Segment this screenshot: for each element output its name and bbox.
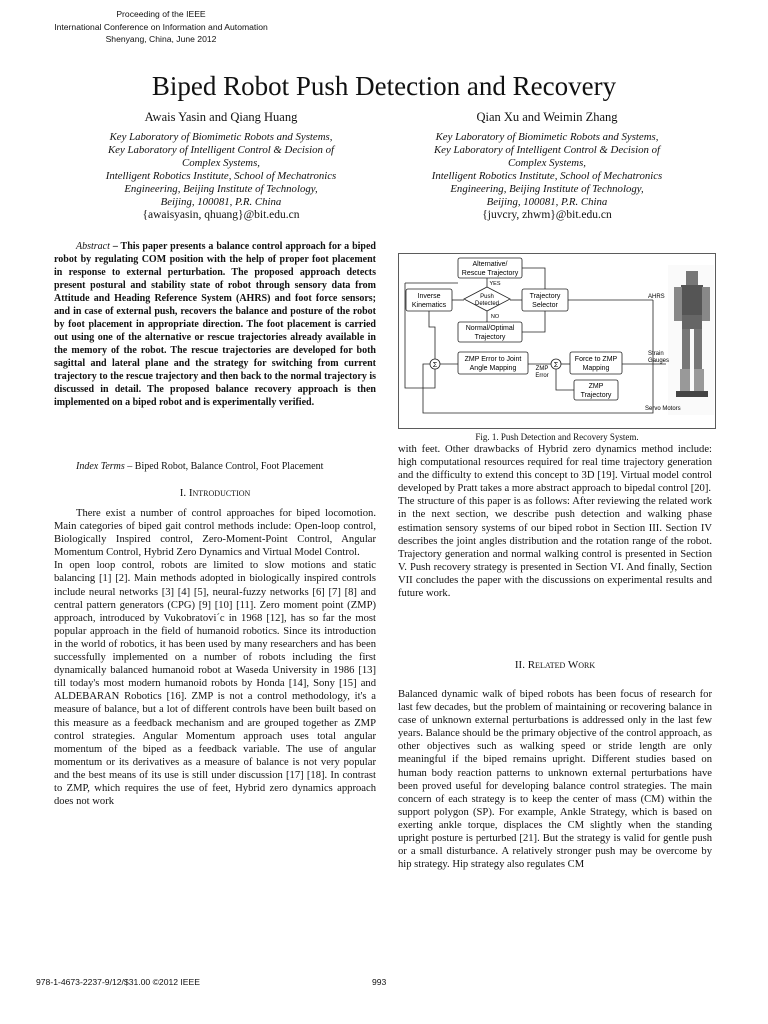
affil-line: Key Laboratory of Biomimetic Robots and Systems, (109, 131, 333, 143)
affiliation-left (60, 131, 382, 222)
authors-left: Awais Yasin and Qiang Huang (144, 110, 298, 124)
index-terms (54, 460, 376, 473)
affil-line: Beijing, 100081, P.R. China (486, 196, 608, 208)
section-2-body (398, 688, 712, 871)
strain-label-1: Strain (648, 351, 664, 357)
zj-label-1: ZMP Error to Joint (464, 356, 522, 363)
alt-label-2: Rescue Trajectory (461, 270, 519, 277)
paragraph: In open loop control, robots are limited to slow motions and static balancing [1] [2]. Main methods adopted in biologically inspired controls include neural networks [3] [4] [5], neural-fuzzy networks [6] [7] [8] and central pattern generators (CPG) [9] [10] [11]. Zero moment point (ZMP) approach, introduced by Vukobratovi´c in 1968 [12], has so far the most popular approach in the field of humanoid robotics. Since its introduction in the world of robotics, it has been used by many researchers and has been successfully implemented on a number of robots including the first dynamically balanced humanoid robot at Waseda University in 1986 [13] till today's most modern humanoid robots by Honda [14], Sony [15] and ALDEBARAN Robotics [16]. ZMP is not a control methodology, it's a measure of balance, but a lot of different controls have been built based on this measure as a feedback mechanism and are grouped together as ZMP control strategies. Angular Momentum approach uses total angular momentum of the biped as a feedback variable. The use of angular momentum or its derivatives as a measure of balance is not very popular and the best means of its use is still under discussion [17] [18]. In contrast to ZMP, which requires the use of feet, Hybrid zero dynamics approach does not work (54, 560, 376, 808)
abstract-label: Abstract (76, 241, 110, 252)
ze-label-1: ZMP (535, 366, 549, 372)
affil-line: Engineering, Beijing Institute of Technology, (124, 183, 318, 195)
authors-right: Qian Xu and Weimin Zhang (476, 110, 618, 124)
robot-photo (668, 265, 714, 415)
abstract-text: – This paper presents a balance control approach for a biped robot by regulating COM position with the help of proper foot placement in response to external perturbation. The proposed approach detects present postural and stability state of robot through sensory data from Attitude and Heading Reference System (AHRS) and foot force sensors; and in case of external push, recovers the balance and posture of the robot by foot placement in appropriate direction. The foot placement is carried out using one of the alternative or rescue trajectories already available in the memory of the robot. The rescue trajectories are developed for both sagittal and lateral plane and the strategy for switching from current trajectory to the rescue trajectory and then back to the normal trajectory is discussed in detail. The proposed balance recovery approach is then implemented on a biped robot and is experimentally verified. (54, 241, 376, 408)
index-terms-text: – Biped Robot, Balance Control, Foot Placement (124, 461, 324, 472)
ahrs-label: AHRS (648, 294, 665, 300)
paragraph: There exist a number of control approaches for biped locomotion. Main categories of biped gait control methods include: Open-loop control, Biologically Inspired control, Zero-Moment-Point Control, Angular Momentum Control, Hybrid Zero Dynamics and Virtual Model Control. (54, 508, 376, 559)
paper-title: Biped Robot Push Detection and Recovery (151, 71, 617, 101)
proceedings-header (36, 8, 286, 46)
proceedings-line-3: Shenyang, China, June 2012 (105, 34, 217, 44)
email-left: {awaisyasin, qhuang}@bit.edu.cn (142, 209, 300, 221)
section-2-heading: II. Related Work (514, 659, 596, 671)
fz-label-2: Mapping (582, 365, 610, 372)
paragraph: with feet. Other drawbacks of Hybrid zero dynamics method include: high computational resources required for real time trajectory generation and the difficulty to extend this concept to 3D [19]. Virtual model control developed by Pratt takes a more abstract approach to bipedal control [20]. (398, 444, 712, 495)
servo-label: Servo Motors (645, 406, 681, 412)
affil-line: Key Laboratory of Intelligent Control & Decision of (107, 144, 335, 156)
ts-label-2: Selector (532, 302, 558, 309)
page-number: 993 (372, 977, 387, 987)
push-label: Push (480, 294, 494, 300)
right-column-intro (398, 443, 712, 600)
email-right: {juvcry, zhwm}@bit.edu.cn (482, 209, 612, 221)
ik-label-1: Inverse (417, 293, 441, 300)
paragraph: Balanced dynamic walk of biped robots has been focus of research for last few decades, but the problem of maintaining or recovering balance in case of unknown external perturbations is addressed only in the last few years. Balance should be the primary objective of the control approach, as other objectives such as walking speed or stride length are only meaningful if the biped remains upright. Different studies based on human body reaction patterns to unknown external perturbations have been proved useful for developing balance control strategies. The main concern of each strategy is to keep the center of mass (CM) within the support polygon (SP). For example, Ankle Strategy, which is based on exerting ankle torque, displaces the CM slightly when the standing upright posture is perturbed [21]. But the strategy is valid for gentle push or a small disturbance. A relatively stronger push may be overcome by hip strategy. Hip strategy also regulates CM (398, 689, 712, 871)
figure-1-caption: Fig. 1. Push Detection and Recovery System. (475, 432, 639, 442)
affil-line: Complex Systems, (182, 157, 260, 169)
proceedings-line-2: International Conference on Information and Automation (54, 21, 268, 32)
section-1-body (54, 507, 376, 808)
figure-frame (399, 254, 716, 429)
ts-label-1: Trajectory (529, 293, 561, 300)
ze-label-2: Error (535, 373, 549, 379)
sum-label: Σ (553, 362, 559, 369)
figure-1-diagram (398, 253, 716, 429)
index-terms-label: Index Terms (76, 461, 125, 472)
abstract (54, 240, 376, 409)
strain-label-2: Gauges (648, 358, 670, 364)
proceedings-line-1: Proceeding of the IEEE (116, 9, 206, 19)
affil-line: Key Laboratory of Intelligent Control & Decision of (433, 144, 661, 156)
affil-line: Intelligent Robotics Institute, School of Mechatronics (105, 170, 337, 182)
nt-label-1: Normal/Optimal (465, 325, 515, 332)
yes-label: YES (489, 281, 501, 287)
zj-label-2: Angle Mapping (469, 365, 517, 372)
zt-label-1: ZMP (588, 383, 604, 390)
affil-line: Complex Systems, (508, 157, 586, 169)
affil-line: Engineering, Beijing Institute of Technology, (450, 183, 644, 195)
fz-label-1: Force to ZMP (574, 356, 618, 363)
footer-copyright: 978-1-4673-2237-9/12/$31.00 ©2012 IEEE (36, 977, 201, 987)
no-label: NO (490, 314, 500, 320)
affiliation-right (386, 131, 708, 222)
nt-label-2: Trajectory (474, 334, 506, 341)
ik-label-2: Kinematics (411, 302, 447, 309)
affil-line: Beijing, 100081, P.R. China (160, 196, 282, 208)
sum-label: Σ (432, 362, 438, 369)
section-1-heading: I. Introduction (179, 487, 251, 499)
detected-label: Detected (474, 301, 500, 307)
affil-line: Key Laboratory of Biomimetic Robots and Systems, (435, 131, 659, 143)
alt-label-1: Alternative/ (472, 261, 508, 268)
affil-line: Intelligent Robotics Institute, School of Mechatronics (431, 170, 663, 182)
zt-label-2: Trajectory (580, 392, 612, 399)
paragraph: The structure of this paper is as follows: After reviewing the related work in the next section, we describe push detection and walking phase estimation sensory systems of our biped robot in Section III. Section IV describes the joint angles distribution and the rotation range of the robot. Trajectory generation and normal walking control is presented in Section V. Push recovery strategy is presented in Section VI. And finally, Section VII concludes the paper with the discussions on experimental results and future work. (398, 496, 712, 600)
